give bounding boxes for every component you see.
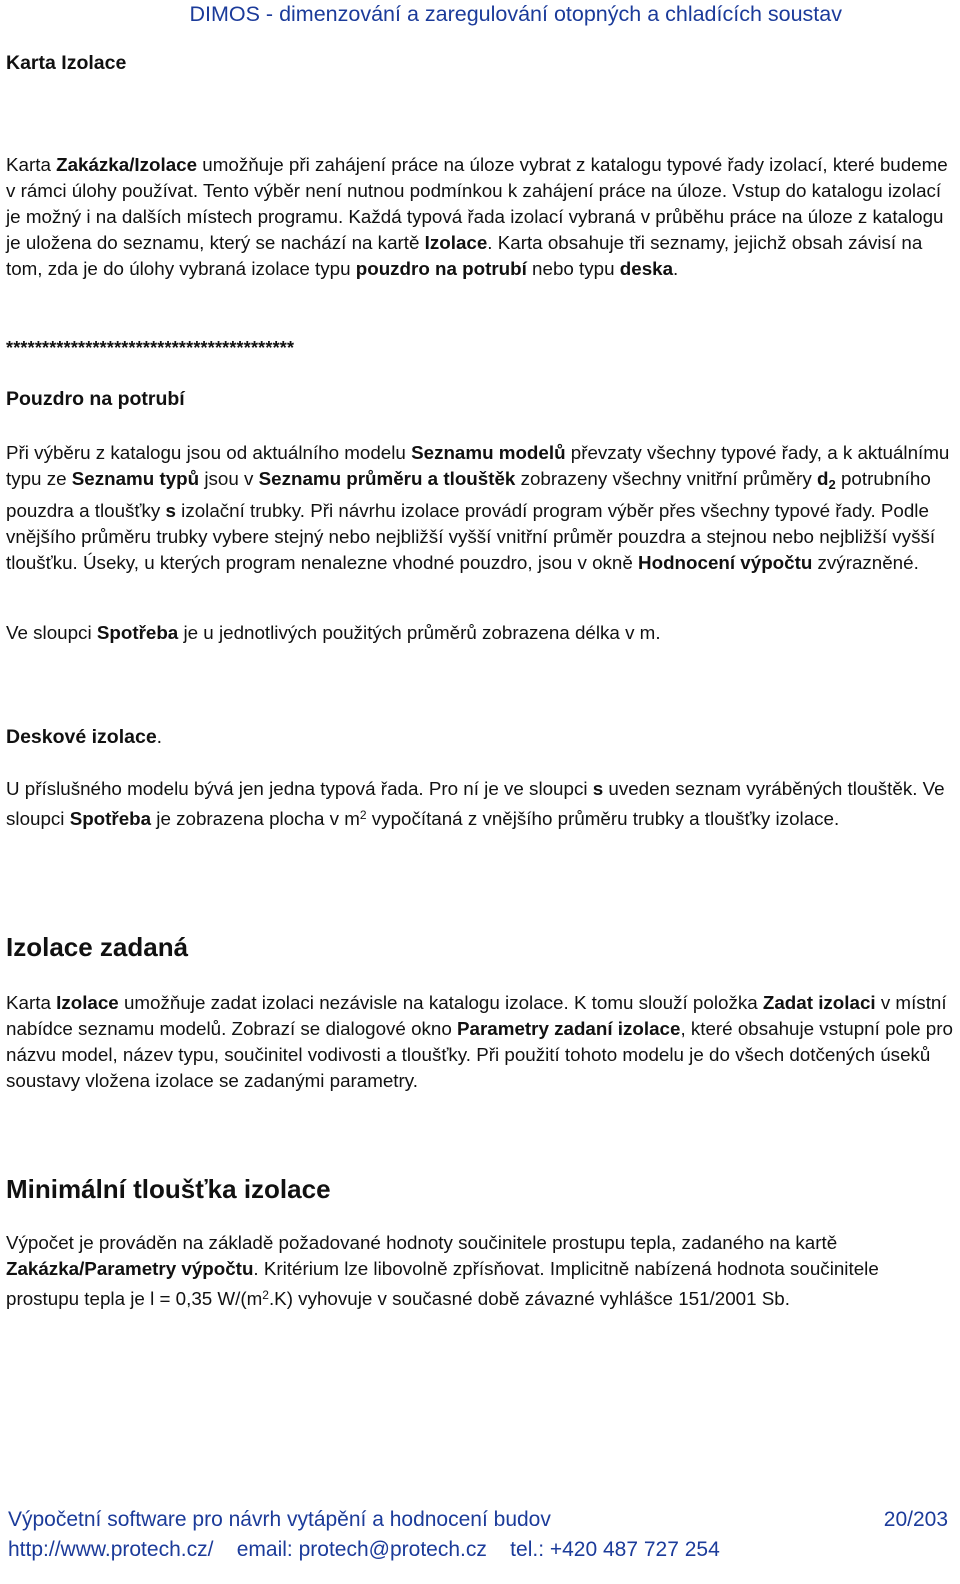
intro-bold: /Izolace <box>129 154 198 175</box>
text: Karta <box>6 992 57 1013</box>
text: uveden seznam vyráběných tlouštěk. Ve sloupci <box>6 778 945 829</box>
intro-text: . <box>673 258 679 279</box>
section-heading-pouzdro: Pouzdro na potrubí <box>6 388 185 410</box>
bold-text: d <box>817 468 829 489</box>
intro-bold: deska <box>619 258 674 279</box>
text: převzaty všechny typové řady, a k aktuálnímu typu ze <box>6 442 950 489</box>
section-heading-deskove <box>6 726 162 749</box>
document-title: Karta Izolace <box>6 52 127 74</box>
bold-text: Zadat izolaci <box>762 992 876 1013</box>
bold-text: Izolace <box>56 992 119 1013</box>
superscript: 2 <box>262 1288 269 1302</box>
intro-text: umožňuje při zahájení práce na úloze vybrat z katalogu typové řady izolací, které budeme v rámci úlohy používat. Tento výběr není nutnou podmínkou k zahájení práce na úloze. Vstup do katalogu izolací je možný i na dalších místech programu. Každá typová řada izolací vybraná v průběhu práce na úloze z katalogu je uložena do seznamu, který se nachází na kartě <box>6 154 948 253</box>
deskove-paragraph <box>6 776 956 832</box>
text: . Kritérium lze libovolně zpřísňovat. Implicitně nabízená hodnota součinitele prostupu tepla je l = 0,35 W/(m <box>6 1258 879 1309</box>
text: zvýrazněné. <box>812 552 919 573</box>
spotreba-paragraph <box>6 620 956 646</box>
intro-bold: pouzdro na potrubí <box>355 258 527 279</box>
intro-bold: Zakázka <box>56 154 130 175</box>
text: U příslušného modelu bývá jen jedna typová řada. Pro ní je ve sloupci <box>6 778 593 799</box>
page-header: DIMOS - dimenzování a zaregulování otopných a chladících soustav <box>189 2 842 26</box>
bold-text: Spotřeba <box>96 622 179 643</box>
text: izolační trubky. Při návrhu izolace provádí program výběr přes všechny typové řady. Podle vnějšího průměru trubky vybere stejný nebo nejbližší vyšší vnitřní průměr pouzdra a stejnou nebo nejbližší vyšší tloušťku. Úseky, u kterých program nenalezne vhodné pouzdro, jsou v okně <box>6 500 936 573</box>
section-heading-zadana: Izolace zadaná <box>6 932 189 962</box>
text: umožňuje zadat izolaci nezávisle na katalogu izolace. K tomu slouží položka <box>118 992 763 1013</box>
bold-text: Seznamu typů <box>71 468 200 489</box>
zadana-paragraph <box>6 990 956 1094</box>
pouzdro-paragraph <box>6 440 956 576</box>
text: Ve sloupci <box>6 622 97 643</box>
text: v místní nabídce seznamu modelů. Zobrazí se dialogové okno <box>6 992 947 1039</box>
heading-dot: . <box>156 726 163 748</box>
text: je zobrazena plocha v m <box>151 808 360 829</box>
separator-stars: **************************************** <box>6 338 295 358</box>
bold-text: Spotřeba <box>69 808 152 829</box>
bold-text: s <box>592 778 604 799</box>
text: Výpočet je prováděn na základě požadované hodnoty součinitele prostupu tepla, zadaného na kartě <box>6 1232 838 1253</box>
text: vypočítaná z vnějšího průměru trubky a tloušťky izolace. <box>366 808 840 829</box>
text: je u jednotlivých použitých průměrů zobrazena délka v m. <box>178 622 661 643</box>
bold-text: s <box>165 500 176 521</box>
heading-text: Deskové izolace <box>6 726 157 748</box>
text: zobrazeny všechny vnitřní průměry <box>515 468 818 489</box>
intro-text: Karta <box>6 154 57 175</box>
superscript: 2 <box>359 808 367 822</box>
text: , které obsahuje vstupní pole pro názvu model, název typu, součinitel vodivosti a tloušťky. Při použití tohoto modelu je do všech dotčených úseků soustavy vložena izolace se zadanými parametry. <box>6 1018 953 1091</box>
intro-paragraph <box>6 152 956 282</box>
text: jsou v <box>199 468 259 489</box>
text: potrubního pouzdra a tloušťky <box>6 468 931 521</box>
text: Při výběru z katalogu jsou od aktuálního modelu <box>6 442 412 463</box>
text: .K) vyhovuje v současné době závazné vyhlášce 151/2001 Sb. <box>268 1288 790 1309</box>
footer-tagline: Výpočetní software pro návrh vytápění a hodnocení budov <box>8 1508 551 1531</box>
subscript: 2 <box>828 477 836 492</box>
section-heading-minimalni: Minimální tloušťka izolace <box>6 1174 331 1204</box>
bold-text: Seznamu průměru a tlouštěk <box>258 468 516 489</box>
intro-bold: Izolace <box>424 232 488 253</box>
bold-text: Parametry zadaní izolace <box>457 1018 681 1039</box>
page-number: 20/203 <box>883 1508 948 1531</box>
bold-text: Zakázka/Parametry výpočtu <box>6 1258 254 1279</box>
footer-contact: http://www.protech.cz/ email: protech@protech.cz tel.: +420 487 727 254 <box>8 1538 720 1561</box>
intro-text: . Karta obsahuje tři seznamy, jejichž obsah závisí na tom, zda je do úlohy vybraná izolace typu <box>6 232 923 279</box>
bold-text: Seznamu modelů <box>411 442 566 463</box>
bold-text: Hodnocení výpočtu <box>638 552 813 573</box>
intro-text: nebo typu <box>526 258 620 279</box>
minimalni-paragraph <box>6 1230 956 1312</box>
